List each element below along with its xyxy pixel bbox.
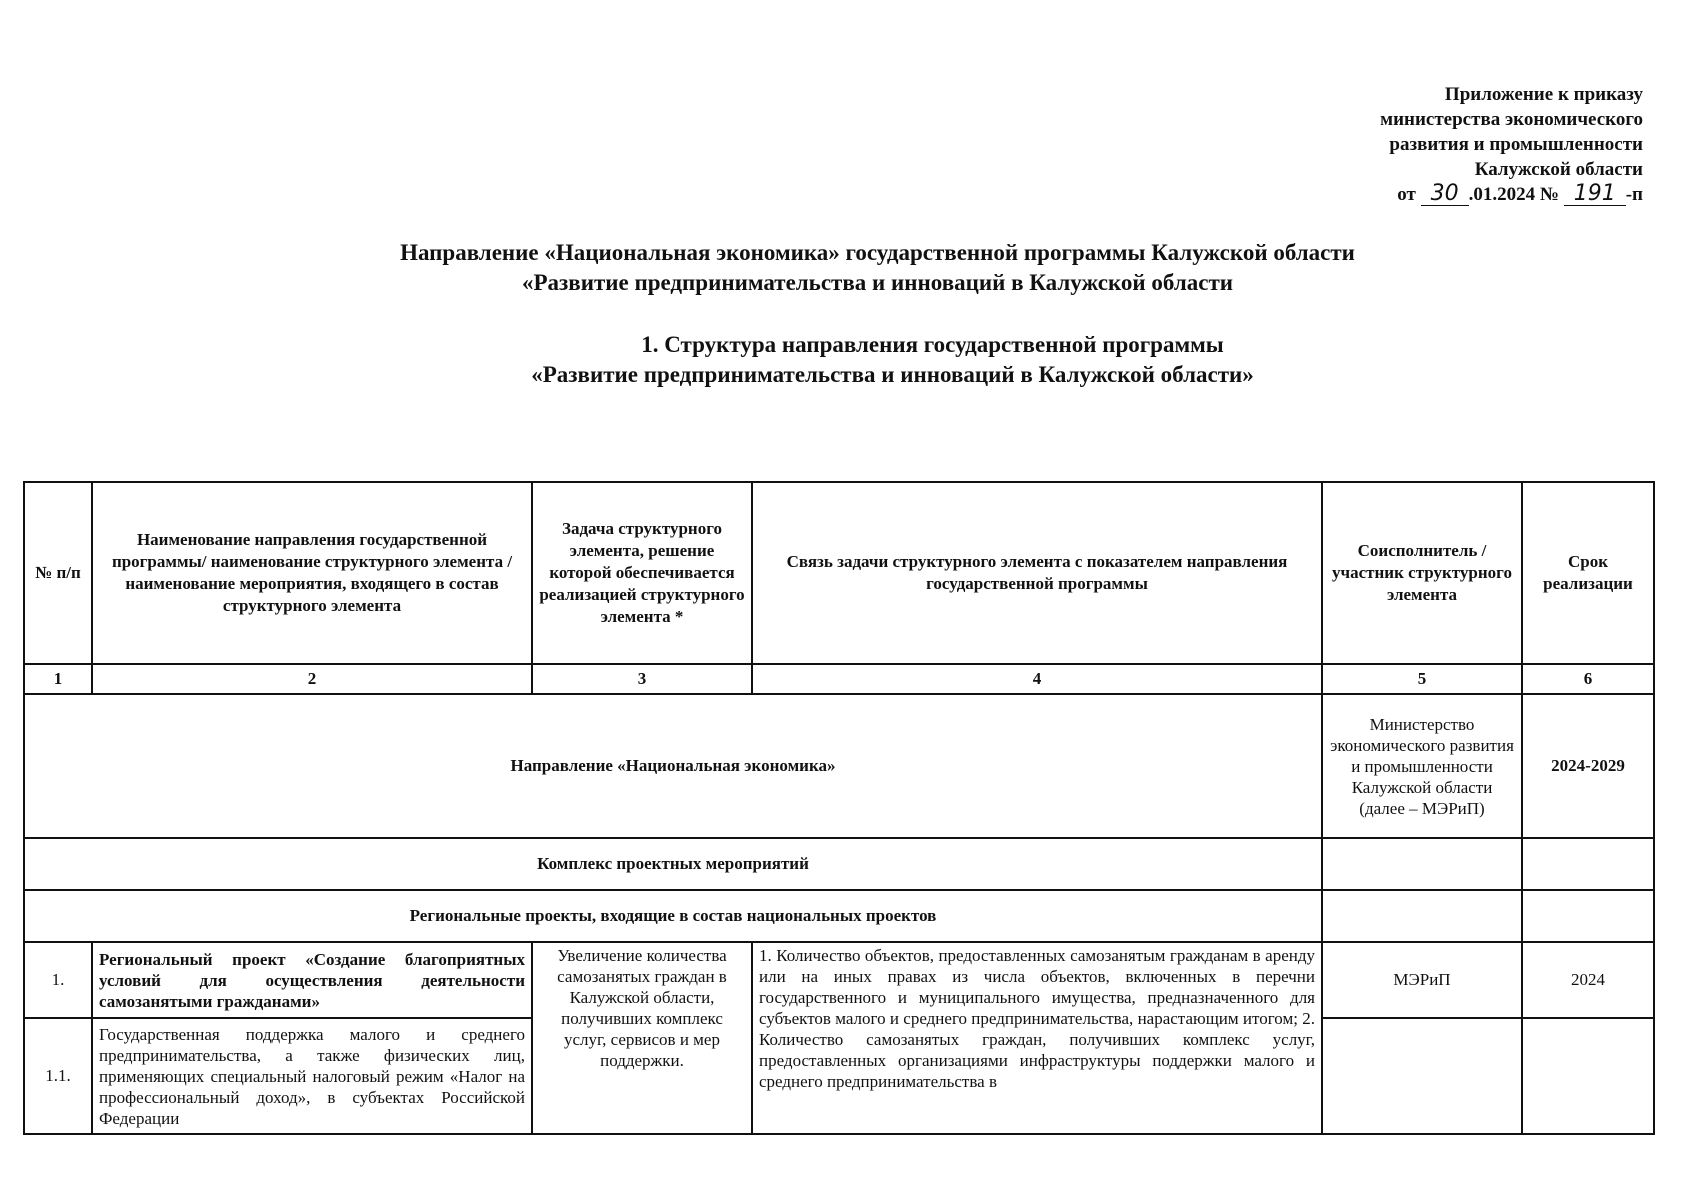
date-prefix: от <box>1397 184 1416 205</box>
handwritten-number: 191 <box>1564 183 1626 206</box>
header-name: Наименование направления государственной программы/ наименование структурного элемента / наименование мероприятия, входящего в состав структурного элемента <box>92 482 532 664</box>
indicators-cell: 1. Количество объектов, предоставленных самозанятым гражданам в аренду или на иных правах из числа объектов, включенных в перечни государственного и муниципального имущества, предназначенного для субъектов малого и среднего предпринимательства, нарастающим итогом; 2. Количество самозанятых граждан, получивших комплекс услуг, предоставленных организациями инфраструктуры поддержки малого и среднего предпринимательства в <box>752 942 1322 1134</box>
complex-label: Комплекс проектных мероприятий <box>24 838 1322 890</box>
section-title-line-1: 1. Структура направления государственной программы <box>641 332 1224 357</box>
header-executor: Соисполнитель / участник структурного элемента <box>1322 482 1522 664</box>
task-cell: Увеличение количества самозанятых граждан в Калужской области, получивших комплекс услуг, сервисов и мер поддержки. <box>532 942 752 1134</box>
empty-cell <box>1522 890 1654 942</box>
col-number: 2 <box>92 664 532 694</box>
section-title-line-2: «Развитие предпринимательства и инноваций в Калужской области» <box>531 362 1254 387</box>
table-header-row <box>24 482 1654 664</box>
col-number: 6 <box>1522 664 1654 694</box>
appendix-line-1: Приложение к приказу <box>1444 84 1643 105</box>
table-row <box>24 942 1654 1018</box>
row-num: 1.1. <box>24 1018 92 1134</box>
appendix-line-4: Калужской области <box>1474 159 1643 180</box>
row-name: Региональный проект «Создание благоприятных условий для осуществления деятельности самозанятыми гражданами» <box>92 942 532 1018</box>
row-term <box>1522 1018 1654 1134</box>
direction-term: 2024-2029 <box>1522 694 1654 838</box>
header-link: Связь задачи структурного элемента с показателем направления государственной программы <box>752 482 1322 664</box>
col-number: 1 <box>24 664 92 694</box>
complex-row <box>24 838 1654 890</box>
empty-cell <box>1522 838 1654 890</box>
col-number: 5 <box>1322 664 1522 694</box>
appendix-line-3: развития и промышленности <box>1389 134 1643 155</box>
regional-label: Региональные проекты, входящие в состав национальных проектов <box>24 890 1322 942</box>
row-num: 1. <box>24 942 92 1018</box>
header-term: Срок реализации <box>1522 482 1654 664</box>
column-number-row <box>24 664 1654 694</box>
document-title-line-1: Направление «Национальная экономика» государственной программы Калужской области <box>400 240 1355 265</box>
date-rest: .01.2024 № <box>1468 184 1559 205</box>
row-name: Государственная поддержка малого и среднего предпринимательства, а также физических лиц, применяющих специальный налоговый режим «Налог на профессиональный доход», в субъектах Российской Федерации <box>92 1018 532 1134</box>
empty-cell <box>1322 838 1522 890</box>
document-title <box>0 238 1695 298</box>
direction-row <box>24 694 1654 838</box>
col-number: 4 <box>752 664 1322 694</box>
regional-row <box>24 890 1654 942</box>
number-suffix: -п <box>1625 184 1643 205</box>
appendix-line-2: министерства экономического <box>1380 109 1643 130</box>
row-executor: МЭРиП <box>1322 942 1522 1018</box>
document-title-line-2: «Развитие предпринимательства и инноваций в Калужской области <box>522 270 1233 295</box>
direction-name: Направление «Национальная экономика» <box>24 694 1322 838</box>
row-term: 2024 <box>1522 942 1654 1018</box>
col-number: 3 <box>532 664 752 694</box>
header-num: № п/п <box>24 482 92 664</box>
appendix-block <box>1380 82 1643 207</box>
header-task: Задача структурного элемента, решение которой обеспечивается реализацией структурного элемента * <box>532 482 752 664</box>
structure-table <box>23 481 1655 1135</box>
direction-executor: Министерство экономического развития и промышленности Калужской области (далее – МЭРиП) <box>1322 694 1522 838</box>
appendix-date-line <box>1380 182 1643 207</box>
handwritten-day: 30 <box>1421 183 1469 206</box>
row-executor <box>1322 1018 1522 1134</box>
section-title <box>0 330 1695 390</box>
empty-cell <box>1322 890 1522 942</box>
